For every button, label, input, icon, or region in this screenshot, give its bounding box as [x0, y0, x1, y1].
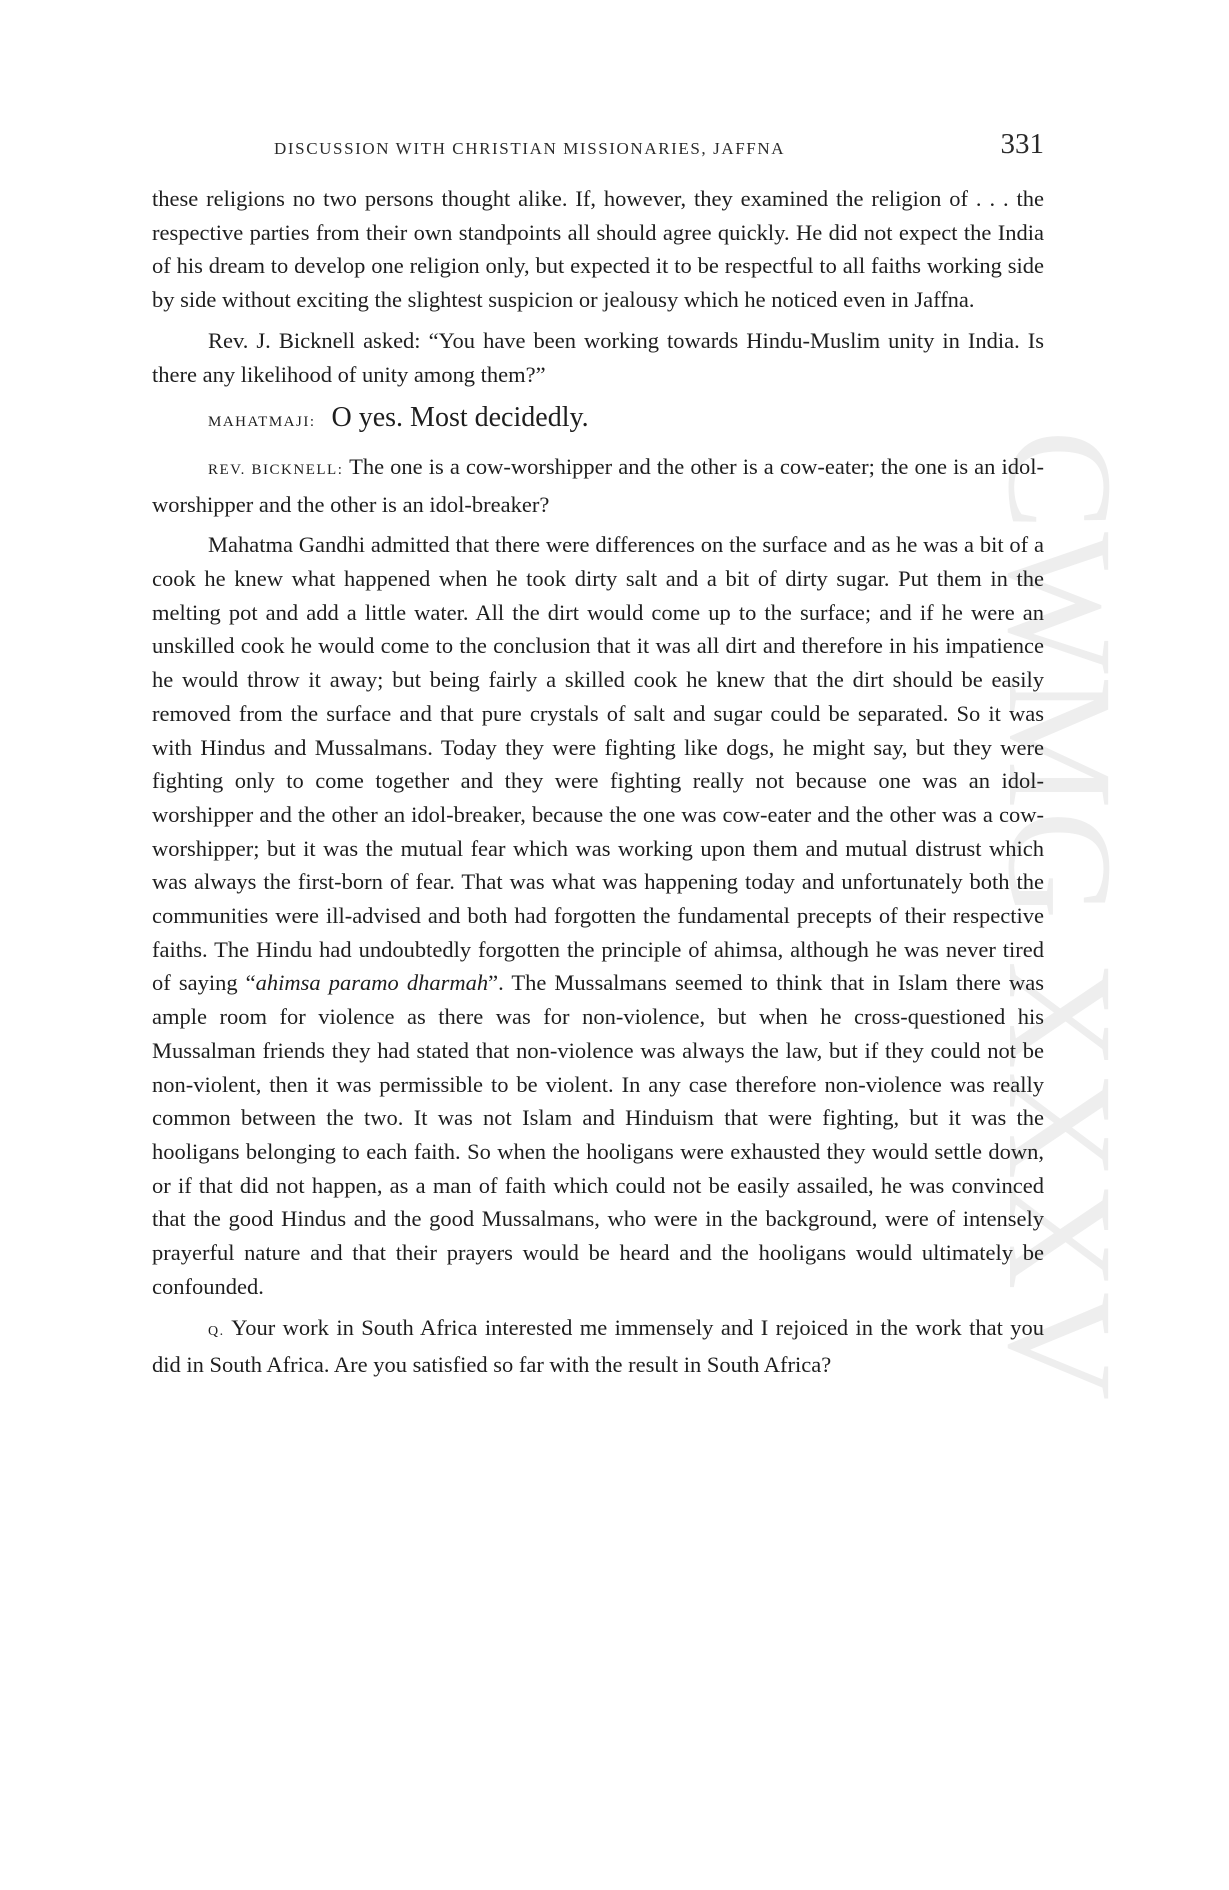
- page-number: 331: [1000, 128, 1044, 160]
- reply-text: O yes. Most decidedly.: [331, 402, 589, 434]
- paragraph-question-south-africa: [152, 1311, 1044, 1382]
- page-body: [152, 182, 1044, 1389]
- page-header: [152, 128, 1044, 168]
- sanskrit-quote: ahimsa paramo dharmah: [255, 970, 489, 996]
- speaker-q: Q.: [208, 1323, 225, 1339]
- answer-part-1: Mahatma Gandhi admitted that there were differences on the surface and as he was a bit of a cook he knew what happened when he took dirty salt and a bit of dirty sugar. Put them in the melting pot and add a little water. All the dirt would come up to the surface; and if he were an unskilled cook he would come to the conclusion that it was all dirt and therefore in his impatience he would throw it away; but being fairly a skilled cook he knew that the dirt should be easily removed from the surface and that pure crystals of salt and sugar could be separated. So it was with Hindus and Mussalmans. Today they were fighting like dogs, he might say, but they were fighting only to come together and they were fighting really not because one was an idol-worshipper and the other an idol-breaker, because the one was cow-eater and the other was a cow-worshipper; but it was the mutual fear which was working upon them and mutual distrust which was always the first-born of fear. That was what was happening today and unfortunately both the communities were ill-advised and both had forgotten the fundamental precepts of their respective faiths. The Hindu had undoubtedly forgotten the principle of ahimsa, although he was never tired of saying “: [152, 532, 1044, 996]
- question-text: Your work in South Africa interested me immensely and I rejoiced in the work that you did in South Africa. Are you satisfied so far with the result in South Africa?: [152, 1314, 1044, 1378]
- paragraph-bicknell-question: Rev. J. Bicknell asked: “You have been working towards Hindu-Muslim unity in India. Is there any likelihood of unity among them?”: [152, 327, 1044, 387]
- speaker-bicknell: REV. BICKNELL:: [208, 461, 344, 478]
- watermark-text: CWMG XXXV: [977, 430, 1143, 1403]
- answer-part-2: ”. The Mussalmans seemed to think that in Islam there was ample room for violence as there was for non-violence, but when he cross-questioned his Mussalman friends they had stated that non-violence was always the law, but if they could not be non-violent, then it was permissible to be violent. In any case therefore non-violence was really common between the two. It was not Islam and Hinduism that were fighting, but it was the hooligans belonging to each faith. So when the hooligans were exhausted they would settle down, or if that did not happen, as a man of faith which could not be easily assailed, he was convinced that the good Hindus and the good Mussalmans, who were in the background, were of intensely prayerful nature and that their prayers would be heard and the hooligans would ultimately be confounded.: [152, 970, 1044, 1299]
- followup-text: The one is a cow-worshipper and the other is a cow-eater; the one is an idol-worshipper and the other is an idol-breaker?: [152, 453, 1045, 517]
- speaker-mahatmaji: MAHATMAJI:: [208, 414, 316, 431]
- paragraph-gandhi-answer: [152, 528, 1044, 1303]
- paragraph-continued: these religions no two persons thought alike. If, however, they examined the religion of . . . the respective parties from their own standpoints all should agree quickly. He did not expect the India of his dream to develop one religion only, but expected it to be respectful to all faiths working side by side without exciting the slightest suspicion or jealousy which he noticed even in Jaffna.: [152, 186, 1044, 313]
- paragraph-mahatmaji-reply: [152, 401, 1044, 440]
- paragraph-bicknell-followup: [152, 450, 1044, 521]
- running-head: DISCUSSION WITH CHRISTIAN MISSIONARIES, JAFFNA: [274, 139, 786, 158]
